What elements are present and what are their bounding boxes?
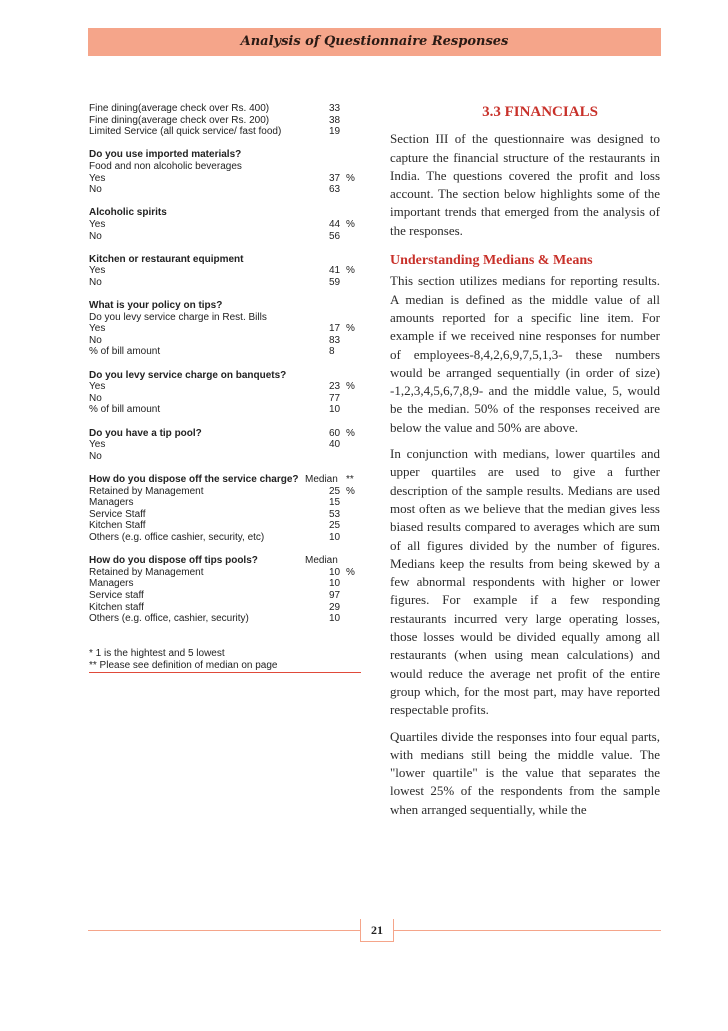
- row-value: 10: [329, 613, 341, 625]
- answer-row: [89, 335, 364, 347]
- answer-row: [89, 173, 364, 185]
- answer-row: [89, 613, 364, 625]
- row-label: Others (e.g. office, cashier, security): [89, 613, 249, 625]
- row-value: 56: [329, 230, 341, 242]
- answer-row: [89, 126, 364, 138]
- row-spacer: [89, 636, 364, 648]
- answer-row: [89, 184, 364, 196]
- row-unit: %: [346, 265, 355, 277]
- answer-row: [89, 648, 364, 660]
- row-value: Median: [305, 555, 338, 567]
- row-label: % of bill amount: [89, 346, 161, 358]
- row-label: Fine dining(average check over Rs. 400): [89, 103, 270, 114]
- row-value: 37: [329, 172, 341, 184]
- row-unit: %: [346, 218, 355, 230]
- row-label: Do you have a tip pool?: [89, 427, 202, 439]
- row-value: 97: [329, 589, 341, 601]
- row-label: Yes: [89, 323, 106, 335]
- row-label: No: [89, 230, 102, 242]
- row-label: Kitchen staff: [89, 601, 144, 613]
- question-row: [89, 254, 364, 266]
- row-value: 44: [329, 218, 341, 230]
- row-label: Managers: [89, 497, 134, 509]
- row-value: 10: [329, 404, 341, 416]
- row-value: 8: [329, 346, 335, 358]
- paragraph-quartiles: Quartiles divide the responses into four equal parts, with medians still being the middle value. The "lower quartile" is the value that separates the lowest 25% of the respondents from the sample when arranged sequentially, while the: [390, 728, 660, 817]
- row-spacer: [89, 544, 364, 556]
- row-unit: %: [346, 427, 355, 439]
- row-unit: %: [346, 566, 355, 578]
- row-value: 63: [329, 184, 341, 196]
- row-value: 19: [329, 126, 341, 138]
- answer-row: [89, 115, 364, 127]
- row-value: 59: [329, 276, 341, 288]
- answer-row: [89, 520, 364, 532]
- row-value: 10: [329, 531, 341, 543]
- row-label: ** Please see definition of median on page: [89, 659, 278, 671]
- answer-row: [89, 219, 364, 231]
- row-label: Others (e.g. office cashier, security, etc): [89, 531, 265, 543]
- answer-row: [89, 578, 364, 590]
- header-band: [88, 28, 661, 56]
- answer-row: [89, 509, 364, 521]
- answer-row: [89, 265, 364, 277]
- question-row: [89, 207, 364, 219]
- section-title: 3.3 FINANCIALS: [482, 104, 598, 120]
- row-label: Retained by Management: [89, 566, 204, 578]
- page-header-title: Analysis of Questionnaire Responses: [240, 34, 509, 49]
- row-value: Median: [305, 474, 338, 485]
- row-label: How do you dispose off the service charge?: [89, 474, 299, 485]
- row-label: Retained by Management: [89, 485, 204, 497]
- row-value: 29: [329, 601, 341, 613]
- paragraph-quartiles-intro: In conjunction with medians, lower quartiles and upper quartiles are used to give a further description of the sample results. Medians are used most often as we believe that the median gives less biased results compared to averages which are sum of all figures divided by the number of figures. Medians keep the results from being skewed by a few abnormal respondents with higher or lower figures. For example if a few responding restaurants incurred very large operating losses, those losses would be divided equally among all restaurants (when using mean calculations) and would reduce the average net profit of the entire group which, for the most part, may have reported respectable profits.: [390, 446, 660, 718]
- question-row: [89, 555, 364, 567]
- subheading: Understanding Medians & Means: [390, 253, 593, 269]
- row-label: Service staff: [89, 589, 144, 601]
- answer-row: [89, 277, 364, 289]
- row-label: Kitchen Staff: [89, 520, 146, 532]
- row-unit: %: [346, 323, 355, 335]
- answer-row: [89, 590, 364, 602]
- answer-row: [89, 602, 364, 614]
- answer-row: [89, 393, 364, 405]
- row-spacer: [89, 242, 364, 254]
- row-value: 10: [329, 578, 341, 590]
- answer-row: [89, 439, 364, 451]
- row-label: * 1 is the hightest and 5 lowest: [89, 647, 225, 659]
- row-label: No: [89, 450, 102, 462]
- row-value: 60: [329, 427, 341, 439]
- answer-row: [89, 103, 364, 115]
- row-label: Fine dining(average check over Rs. 200): [89, 114, 270, 126]
- row-value: 25: [329, 520, 341, 532]
- row-label: Food and non alcoholic beverages: [89, 160, 242, 172]
- answer-row: [89, 381, 364, 393]
- row-label: Managers: [89, 578, 134, 590]
- row-value: 33: [329, 103, 341, 114]
- answer-row: [89, 532, 364, 544]
- row-spacer: [89, 289, 364, 301]
- row-value: 17: [329, 323, 341, 335]
- page-number: 21: [360, 919, 394, 942]
- row-label: No: [89, 392, 102, 404]
- row-label: Kitchen or restaurant equipment: [89, 253, 244, 265]
- answer-row: [89, 660, 364, 672]
- row-spacer: [89, 196, 364, 208]
- answer-row: [89, 323, 364, 335]
- row-value: 25: [329, 485, 341, 497]
- question-row: [89, 370, 364, 382]
- question-row: [89, 428, 364, 440]
- row-value: 10: [329, 566, 341, 578]
- row-unit: %: [346, 381, 355, 393]
- row-value: 83: [329, 334, 341, 346]
- row-label: Service Staff: [89, 508, 146, 520]
- financials-column: [390, 103, 660, 827]
- row-value: 41: [329, 265, 341, 277]
- row-spacer: [89, 462, 364, 474]
- question-row: [89, 474, 364, 486]
- row-label: Yes: [89, 172, 106, 184]
- row-label: % of bill amount: [89, 404, 161, 416]
- question-row: [89, 300, 364, 312]
- row-value: 38: [329, 114, 341, 126]
- row-unit: %: [346, 485, 355, 497]
- row-label: Yes: [89, 381, 106, 393]
- answer-row: [89, 497, 364, 509]
- footer-line-left: [88, 930, 360, 931]
- row-label: Do you levy service charge in Rest. Bills: [89, 311, 267, 323]
- row-label: Yes: [89, 218, 106, 230]
- answer-row: [89, 486, 364, 498]
- row-value: 53: [329, 508, 341, 520]
- answer-row: [89, 567, 364, 579]
- row-value: 15: [329, 497, 341, 509]
- row-spacer: [89, 358, 364, 370]
- row-label: Alcoholic spirits: [89, 207, 167, 219]
- row-unit: %: [346, 172, 355, 184]
- answer-row: [89, 312, 364, 324]
- answer-row: [89, 231, 364, 243]
- row-label: No: [89, 334, 102, 346]
- row-spacer: [89, 625, 364, 637]
- paragraph-medians: This section utilizes medians for reporting results. A median is defined as the middle value of all amounts reported for a specific line item. For example if we received nine responses for number of employees-8,4,2,6,9,7,5,1,3- these numbers would be arranged sequentially (in order of size) -1,2,3,4,5,6,7,8,9- and the middle value, 5, would be the median. 50% of the responses received are below the value and 50% are above.: [390, 273, 660, 435]
- answer-row: [89, 404, 364, 416]
- row-label: Yes: [89, 439, 106, 451]
- row-label: Limited Service (all quick service/ fast food): [89, 126, 282, 138]
- row-spacer: [89, 138, 364, 150]
- row-label: Do you levy service charge on banquets?: [89, 369, 287, 381]
- answer-row: [89, 346, 364, 358]
- row-unit: **: [346, 474, 354, 485]
- row-label: No: [89, 276, 102, 288]
- answer-row: [89, 451, 364, 463]
- row-label: Yes: [89, 265, 106, 277]
- row-label: What is your policy on tips?: [89, 300, 223, 312]
- question-row: [89, 149, 364, 161]
- footer-line-right: [392, 930, 661, 931]
- row-value: 77: [329, 392, 341, 404]
- row-spacer: [89, 416, 364, 428]
- row-label: Do you use imported materials?: [89, 149, 242, 161]
- row-label: How do you dispose off tips pools?: [89, 555, 258, 567]
- intro-paragraph: Section III of the questionnaire was designed to capture the financial structure of the restaurants in India. The questions covered the profit and loss account. The section below highlights some of the important trends that emerged from the analysis of the responses.: [390, 131, 660, 238]
- footnote-divider: [89, 672, 361, 673]
- survey-results-column: [89, 103, 364, 673]
- row-value: 23: [329, 381, 341, 393]
- row-value: 40: [329, 439, 341, 451]
- answer-row: [89, 161, 364, 173]
- row-label: No: [89, 184, 102, 196]
